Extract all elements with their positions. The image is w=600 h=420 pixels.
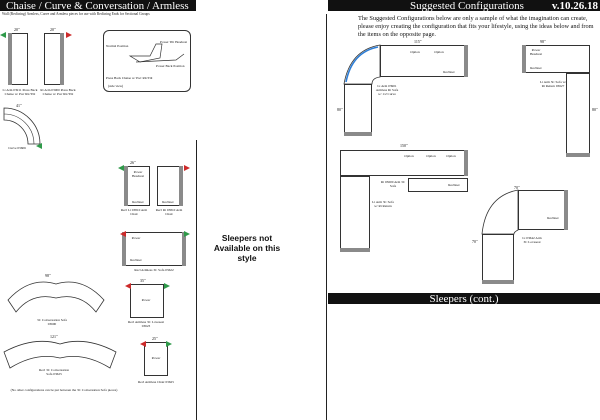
chair-power: Power [151, 356, 161, 360]
chaise-sketch [130, 44, 162, 62]
c1-option-2: Option [434, 50, 444, 54]
c4-dim-top: 70" [514, 185, 520, 190]
conversation2-dim: 121" [50, 334, 58, 339]
c4-recliner: Recliner [547, 216, 559, 220]
green-arrow [166, 341, 172, 347]
version-label: v.10.26.18 [551, 0, 598, 12]
c3-option-3: Option [446, 154, 456, 158]
loveseat-caption: Recl Armless 3C Loveseat 03623 [127, 320, 165, 328]
armchair-dim: 26" [130, 160, 136, 165]
armchair-left-power: Power Headrest [131, 170, 145, 178]
console-recliner: Recliner [130, 258, 142, 262]
c1-recliner: Recliner [443, 70, 455, 74]
c1-corner [344, 45, 380, 84]
green-arrow [0, 32, 6, 38]
c1-dim-top: 115" [414, 39, 422, 44]
c2-recliner: Recliner [530, 66, 542, 70]
conversation-arc [8, 282, 104, 312]
armchair-left-caption: Recl Lt 03810 Arm Chair [120, 208, 148, 216]
conversation-caption: 3C Conversation Sofa 03600 [37, 318, 67, 326]
curve-piece [4, 108, 40, 144]
red-arrow [125, 283, 131, 289]
chaise-left-dim: 20" [14, 27, 20, 32]
chaise-left-caption: Lt Arm 03911 Press Back Chaise w/ Pwr Rlr/Tilt [2, 88, 38, 96]
conversation2-caption: Recl 3C Conversation Sofa 03625 [39, 368, 69, 376]
c3-option-2: Option [426, 154, 436, 158]
chaise-diagram-side: (side view) [108, 84, 124, 88]
c4-corner [482, 190, 518, 234]
armchair-right-caption: Recl Rt 03810 Arm Chair [155, 208, 183, 216]
chaise-right-dim: 20" [50, 27, 56, 32]
subtitle: Wall (Reclining) Armless, Curve and Armless pieces for use with Reclining Ends for Sectional Groups [2, 12, 150, 16]
intro-text: The Suggested Configurations below are only a sample of what the imagination can create, please enjoy creating the configuration that fits your lifestyle, using the ideas below and from the items on the opposite page. [358, 15, 594, 38]
c4-dim-side: 70" [472, 239, 478, 244]
curve-dim: 41" [16, 103, 22, 108]
sleepers-footer-title: Sleepers (cont.) [429, 293, 499, 305]
green-arrow [118, 165, 124, 171]
chair-caption: Recl Armless Chair 03625 [138, 380, 174, 384]
c1-dim-side: 80" [337, 107, 343, 112]
right-title: Suggested Configurations [410, 0, 524, 12]
armchair-right-recliner: Recliner [162, 200, 174, 204]
red-arrow [120, 231, 126, 237]
loveseat-dim: 35" [140, 278, 146, 283]
sleepers-note: Sleepers not Available on this style [213, 233, 281, 263]
c1-option-1: Option [410, 50, 420, 54]
power-label: Power Back Position [156, 64, 185, 68]
red-arrow [140, 341, 146, 347]
c3-option-1: Option [404, 154, 414, 158]
c1-caption: Lt Arm 03901 Armless Rt Sofa w/ 1/2 Curve [375, 84, 399, 96]
conversation2-note: (No other configurations can be put between the 3C Conversation Sofa pieces) [10, 388, 118, 392]
c2-caption: Lt Arm 3C Sofa w/ Rt Return 03627 [540, 80, 566, 88]
c3-recliner: Recliner [448, 183, 460, 187]
green-arrow [164, 283, 170, 289]
red-arrow [66, 32, 72, 38]
c2-dim-side: 80" [592, 107, 598, 112]
console-caption: Recl Armless 3C Sofa 03622 [134, 268, 174, 272]
c2-dim-top: 98" [540, 39, 546, 44]
red-arrow [184, 165, 190, 171]
chair-dim: 25" [152, 336, 158, 341]
c3-caption-a: Rt 03600 Arm 3C Sofa [380, 180, 406, 188]
conversation-dim: 98" [45, 273, 51, 278]
chaise-right-caption: Rt Arm 03900 Press Back Chaise w/ Pwr Rlr/Tilt [40, 88, 76, 96]
loveseat-power: Power [141, 298, 151, 302]
green-arrow [184, 231, 190, 237]
left-title: Chaise / Curve & Conversation / Armless [6, 0, 189, 12]
curve-caption: Curve 03606 [8, 146, 26, 150]
tilt-label: Power Tilt Headrest [160, 40, 188, 44]
chaise-diagram-caption: Press Back Chaise w/ Pwr Rlr/Tilt [106, 76, 153, 80]
armchair-left-recliner: Recliner [132, 200, 144, 204]
c2-power: Power Headrest [529, 48, 543, 56]
normal-position-label: Normal Position [106, 44, 129, 48]
c3-dim-top: 150" [400, 143, 408, 148]
c3-caption-b: Lt Arm 3C Sofa w/ Rt Return [372, 200, 394, 208]
console-power: Power [131, 236, 141, 240]
conversation2-arc [4, 341, 116, 368]
c4-caption: Lt 03642 Arm 3C Loveseat [522, 236, 542, 244]
